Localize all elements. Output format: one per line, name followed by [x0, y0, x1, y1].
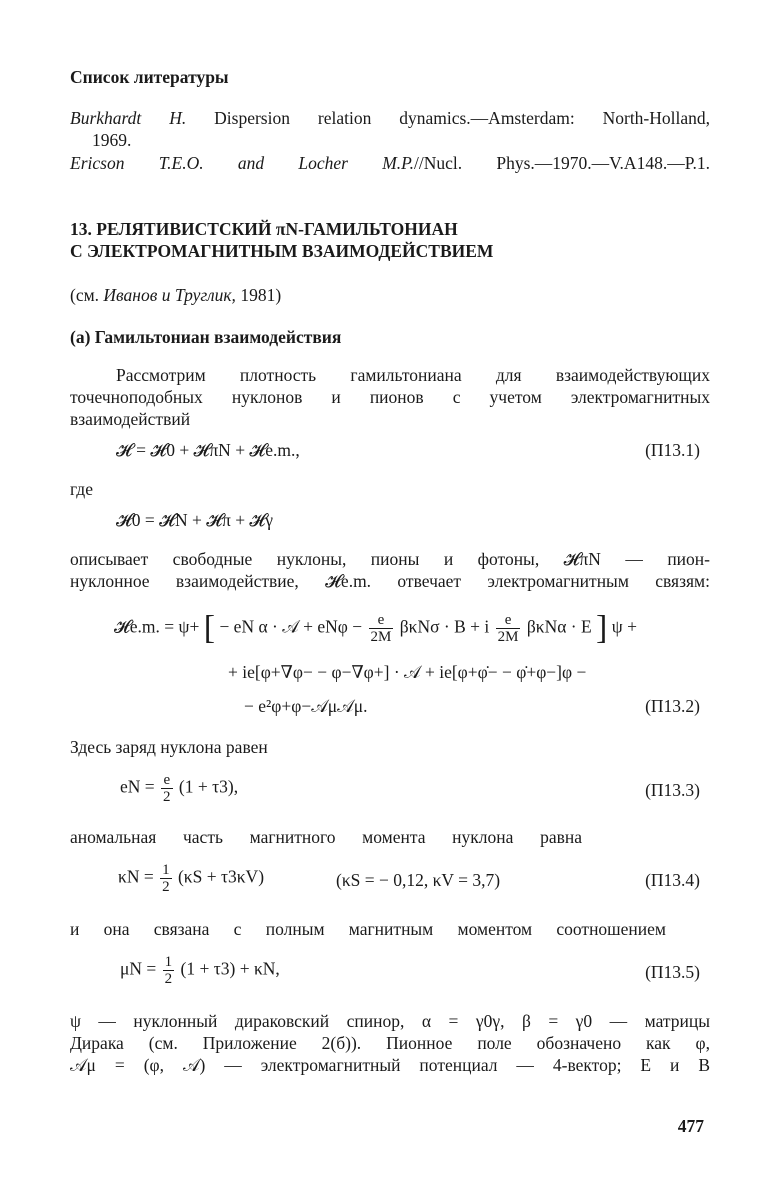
reference-author: Burkhardt H. [70, 108, 187, 128]
equation-number: (П13.5) [645, 962, 700, 982]
reference-text: Dispersion relation dynamics.—Amsterdam: North-Holland, [214, 108, 711, 128]
equation-h0 [70, 506, 700, 546]
fraction: $\frac{e}{2M}$ [497, 612, 519, 645]
section-title-line2: С ЭЛЕКТРОМАГНИТНЫМ ВЗАИМОДЕЙСТВИЕМ [70, 241, 494, 261]
equation-p13-2-line3: − e²φ+φ−𝒜μ𝒜μ. (П13.2) [244, 696, 700, 716]
paragraph-line: и она связана с полным магнитным моментом соотношением [70, 919, 666, 939]
subsection-title: (а) Гамильтониан взаимодействия [70, 327, 342, 347]
reference-author: Ericson T.E.O. and Locher M.P. [70, 153, 414, 173]
fraction: $\frac{1}{2}$ [162, 862, 170, 895]
paragraph-line: аномальная часть магнитного момента нуклона равна [70, 827, 582, 847]
section-title-line1: 13. РЕЛЯТИВИСТСКИЙ πN-ГАМИЛЬТОНИАН [70, 219, 458, 239]
where-word: где [70, 479, 93, 499]
equation-number: (П13.3) [645, 780, 700, 800]
paragraph-line: Рассмотрим плотность гамильтониана для взаимодействующих [116, 365, 710, 385]
paragraph-line: Дирака (см. Приложение 2(б)). Пионное поле обозначено как φ, [70, 1033, 710, 1053]
fraction: $\frac{e}{2}$ [163, 772, 171, 805]
equation-p13-5: μN = $\frac{1}{2}$ (1 + τ3) + κN, (П13.5) [120, 954, 700, 987]
reference-continuation: 1969. [92, 130, 132, 150]
equation-number: (П13.2) [645, 696, 700, 716]
equation-p13-2-line2: + ie[φ+∇φ− − φ−∇φ+] · 𝒜 + ie[φ+φ̇− − φ̇+φ−]φ − [228, 662, 587, 682]
equation-p13-1 [70, 436, 700, 476]
paragraph-line: точечноподобных нуклонов и пионов с учетом электромагнитных [70, 387, 710, 407]
equation-number: (П13.1) [645, 440, 700, 460]
paragraph-line: Здесь заряд нуклона равен [70, 737, 268, 757]
section-citation: (см. Иванов и Труглик, 1981) [70, 285, 282, 305]
fraction: $\frac{e}{2M}$ [370, 612, 392, 645]
paragraph-line: нуклонное взаимодействие, 𝓗e.m. отвечает электромагнитным связям: [70, 571, 710, 591]
reference-text: //Nucl. Phys.—1970.—V.A148.—P.1. [414, 153, 710, 173]
equation-expression: 𝓗0 = 𝓗N + 𝓗π + 𝓗γ [116, 510, 273, 530]
paragraph-line: ψ — нуклонный дираковский спинор, α = γ0γ, β = γ0 — матрицы [70, 1011, 710, 1031]
page-number: 477 [677, 1116, 704, 1136]
fraction: $\frac{1}{2}$ [164, 954, 173, 987]
paragraph-line: описывает свободные нуклоны, пионы и фотоны, 𝓗πN — пион- [70, 549, 710, 569]
equation-p13-2-line1: 𝓗e.m. = ψ+ [ − eN α · 𝒜 + eNφ − $\frac{e}{2M}$ βκNσ · B + i $\frac{e}{2M}$ βκNα · E ] ψ + [114, 609, 637, 647]
equation-number: (П13.4) [645, 870, 700, 890]
equation-p13-3: eN = $\frac{e}{2}$ (1 + τ3), (П13.3) [120, 772, 700, 805]
reference-item [70, 152, 710, 174]
right-bracket: ] [596, 609, 608, 647]
equation-condition: (κS = − 0,12, κV = 3,7) [336, 870, 501, 890]
paragraph-line: 𝒜μ = (φ, 𝒜) — электромагнитный потенциал — 4-вектор; E и B [70, 1055, 710, 1075]
paragraph-line: взаимодействий [70, 409, 191, 429]
left-bracket: [ [203, 609, 216, 647]
equation-p13-4: κN = $\frac{1}{2}$ (κS + τ3κV) (κS = − 0,12, κV = 3,7) (П13.4) [118, 862, 700, 895]
reference-item [70, 107, 710, 129]
references-heading: Список литературы [70, 67, 229, 87]
equation-expression: 𝓗 = 𝓗0 + 𝓗πN + 𝓗e.m., [116, 440, 300, 460]
